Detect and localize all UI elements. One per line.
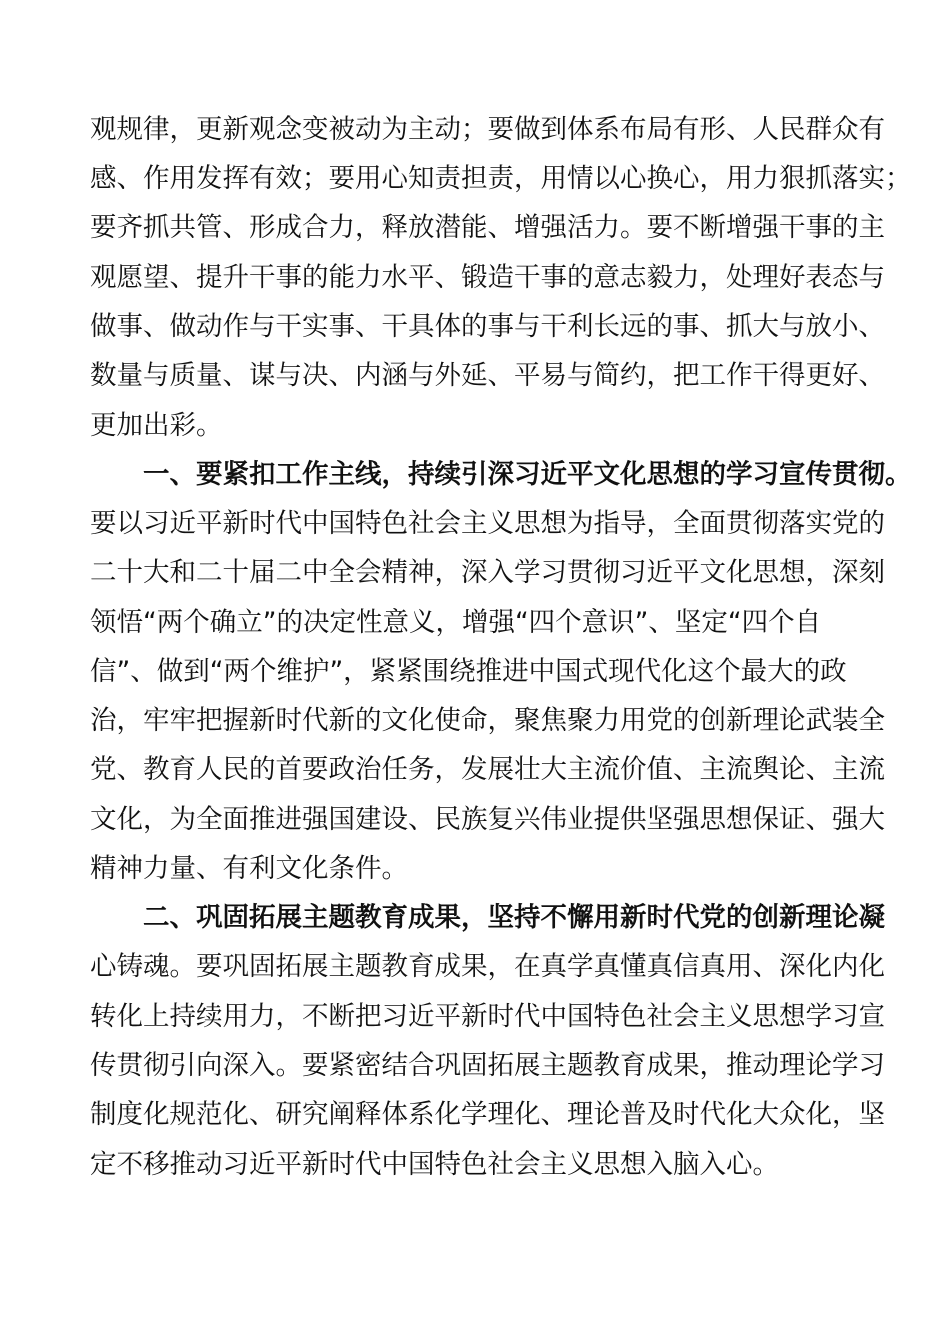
text-line: 定不移推动习近平新时代中国特色社会主义思想入脑入心。: [90, 1149, 779, 1180]
text-line: 二十大和二十届二中全会精神，深入学习贯彻习近平文化思想，深刻: [90, 557, 885, 588]
text-line: 制度化规范化、研究阐释体系化学理化、理论普及时代化大众化，坚: [90, 1099, 885, 1130]
section-heading-2: 二、巩固拓展主题教育成果，坚持不懈用新时代党的创新理论凝: [143, 902, 885, 933]
text-line: 数量与质量、谋与决、内涵与外延、平易与简约，把工作干得更好、: [90, 360, 885, 391]
text-line: 文化，为全面推进强国建设、民族复兴伟业提供坚强思想保证、强大: [90, 804, 885, 835]
text-line: 党、教育人民的首要政治任务，发展壮大主流价值、主流舆论、主流: [90, 754, 885, 785]
text-line: 要以习近平新时代中国特色社会主义思想为指导，全面贯彻落实党的: [90, 508, 885, 539]
text-line: 观规律，更新观念变被动为主动；要做到体系布局有形、人民群众有: [90, 114, 885, 145]
text-line: 传贯彻引向深入。要紧密结合巩固拓展主题教育成果，推动理论学习: [90, 1050, 885, 1081]
text-line: 领悟“两个确立”的决定性意义，增强“四个意识”、坚定“四个自: [90, 607, 822, 638]
section-heading-1: 一、要紧扣工作主线，持续引深习近平文化思想的学习宣传贯彻。: [143, 459, 912, 490]
text-line: 转化上持续用力，不断把习近平新时代中国特色社会主义思想学习宣: [90, 1001, 885, 1032]
text-line: 做事、做动作与干实事、干具体的事与干利长远的事、抓大与放小、: [90, 311, 885, 342]
text-line: 更加出彩。: [90, 410, 223, 441]
text-line: 精神力量、有利文化条件。: [90, 853, 408, 884]
text-line: 治，牢牢把握新时代新的文化使命，聚焦聚力用党的创新理论武装全: [90, 705, 885, 736]
text-line: 心铸魂。要巩固拓展主题教育成果，在真学真懂真信真用、深化内化: [90, 951, 885, 982]
text-line: 信”、做到“两个维护”，紧紧围绕推进中国式现代化这个最大的政: [90, 656, 847, 687]
text-line: 观愿望、提升干事的能力水平、锻造干事的意志毅力，处理好表态与: [90, 262, 885, 293]
text-line: 感、作用发挥有效；要用心知责担责，用情以心换心，用力狠抓落实；: [90, 163, 912, 194]
text-line: 要齐抓共管、形成合力，释放潜能、增强活力。要不断增强干事的主: [90, 212, 885, 243]
